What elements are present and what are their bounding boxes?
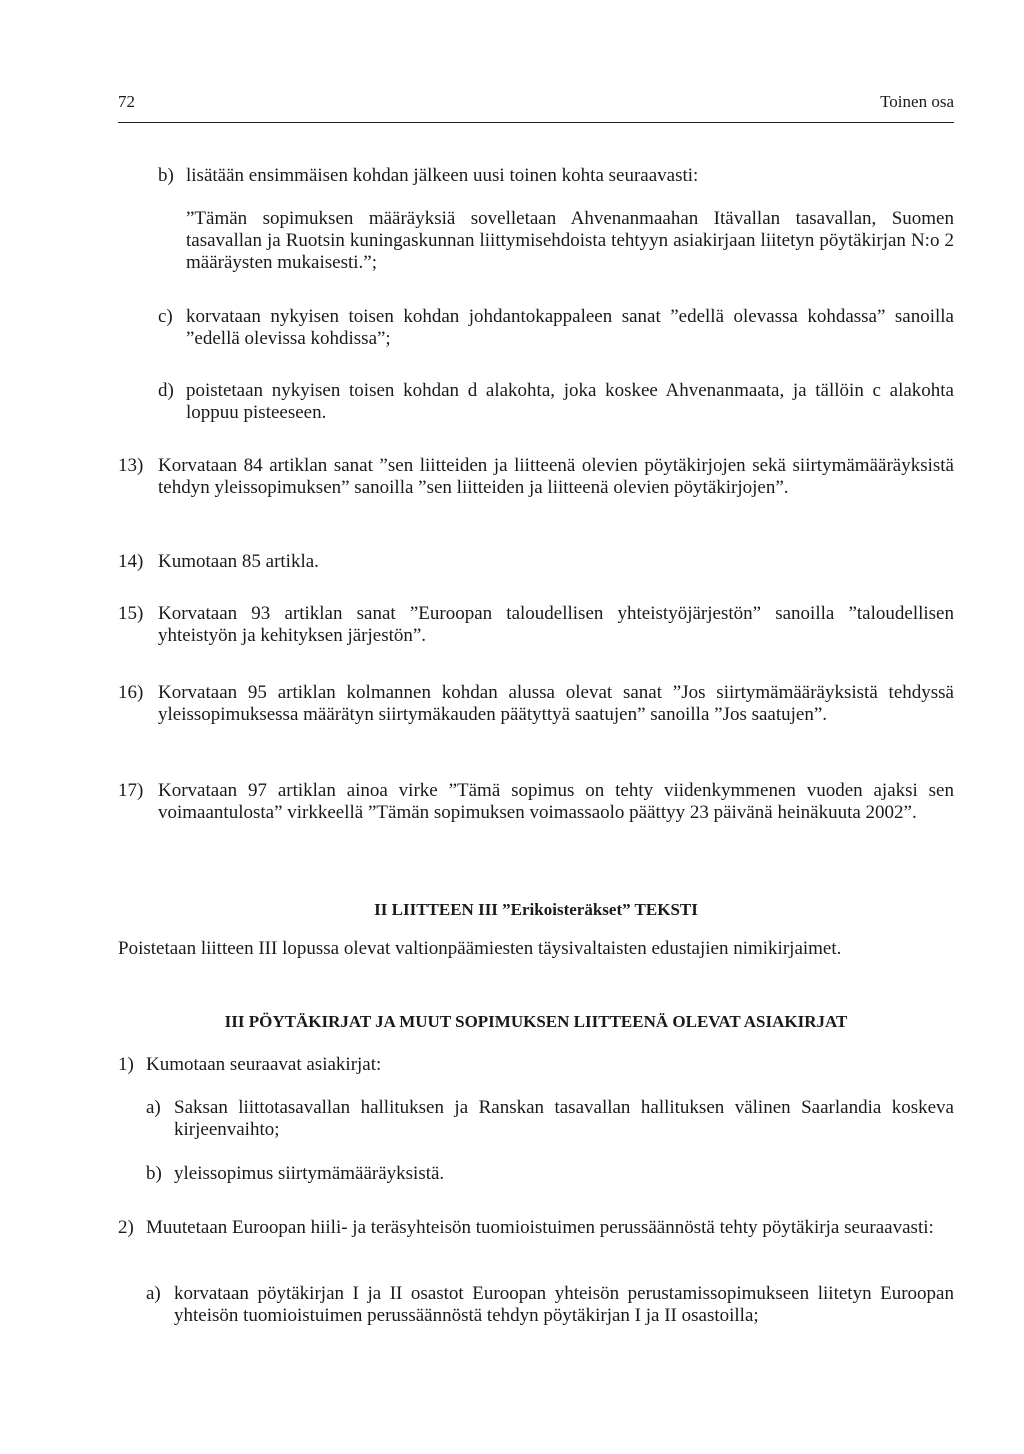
- item-text: Kumotaan 85 artikla.: [158, 551, 319, 572]
- page-header: [118, 92, 954, 123]
- item-text: ”Tämän sopimuksen määräyksiä sovelletaan Ahvenanmaahan Itävallan tasavallan, Suomen tasavallan ja Ruotsin kuningaskunnan liittymisehdoista tehtyyn asiakirjaan liitetyn pöytäkirjan N:o 2 määräysten mukaisesti.”;: [186, 208, 954, 273]
- item-label: 13): [118, 455, 144, 476]
- item-text: korvataan pöytäkirjan I ja II osastot Euroopan yhteisön perustamissopimukseen liitetyn Euroopan yhteisön tuomioistuimen perussäännöstä tehdyn pöytäkirjan I ja II osastoilla;: [174, 1283, 954, 1326]
- item-text: Kumotaan seuraavat asiakirjat:: [146, 1054, 382, 1075]
- list-item: [118, 682, 954, 726]
- list-item: [158, 380, 954, 424]
- item-label: b): [146, 1163, 162, 1184]
- list-item: [118, 780, 954, 824]
- item-label: a): [146, 1283, 161, 1304]
- section-heading: III PÖYTÄKIRJAT JA MUUT SOPIMUKSEN LIITTEENÄ OLEVAT ASIAKIRJAT: [224, 1012, 848, 1031]
- paragraph: [118, 938, 954, 960]
- list-item: [118, 455, 954, 499]
- item-text: Korvataan 95 artiklan kolmannen kohdan alussa olevat sanat ”Jos siirtymämääräyksistä tehdyssä yleissopimuksessa määrätyn siirtymäkauden päätyttyä saatujen” sanoilla ”Jos saatujen”.: [158, 682, 954, 725]
- quoted-paragraph: [186, 208, 954, 274]
- item-label: b): [158, 165, 174, 186]
- item-text: Korvataan 93 artiklan sanat ”Euroopan taloudellisen yhteistyöjärjestön” sanoilla ”taloudellisen yhteistyön ja kehityksen järjestön”.: [158, 603, 954, 646]
- item-text: yleissopimus siirtymämääräyksistä.: [174, 1163, 445, 1184]
- item-label: 16): [118, 682, 144, 703]
- item-text: korvataan nykyisen toisen kohdan johdantokappaleen sanat ”edellä olevassa kohdassa” sanoilla ”edellä olevissa kohdissa”;: [186, 306, 954, 349]
- item-text: lisätään ensimmäisen kohdan jälkeen uusi toinen kohta seuraavasti:: [186, 165, 699, 186]
- list-item: [146, 1283, 954, 1327]
- section-title: Toinen osa: [880, 92, 954, 111]
- list-item: [158, 306, 954, 350]
- item-text: Korvataan 84 artiklan sanat ”sen liitteiden ja liitteenä olevien pöytäkirjojen sekä siirtymämääräyksistä tehdyn yleissopimuksen” sanoilla ”sen liitteiden ja liitteenä olevien pöytäkirjojen”.: [158, 455, 954, 498]
- item-text: Muutetaan Euroopan hiili- ja teräsyhteisön tuomioistuimen perussäännöstä tehty pöytäkirja seuraavasti:: [146, 1217, 934, 1238]
- page-number: 72: [118, 92, 135, 111]
- item-label: 17): [118, 780, 144, 801]
- item-label: a): [146, 1097, 161, 1118]
- item-text: Poistetaan liitteen III lopussa olevat valtionpäämiesten täysivaltaisten edustajien nimikirjaimet.: [118, 938, 842, 959]
- item-label: 2): [118, 1217, 134, 1238]
- list-item: [146, 1163, 954, 1185]
- item-text: poistetaan nykyisen toisen kohdan d alakohta, joka koskee Ahvenanmaata, ja tällöin c alakohta loppuu pisteeseen.: [186, 380, 954, 423]
- item-label: 1): [118, 1054, 134, 1075]
- list-item: [118, 603, 954, 647]
- list-item: [146, 1097, 954, 1141]
- item-label: 15): [118, 603, 144, 624]
- item-label: 14): [118, 551, 144, 572]
- list-item: [158, 165, 954, 187]
- item-label: d): [158, 380, 174, 401]
- list-item: [118, 1054, 954, 1076]
- item-text: Saksan liittotasavallan hallituksen ja Ranskan tasavallan hallituksen välinen Saarlandia koskeva kirjeenvaihto;: [174, 1097, 954, 1140]
- item-label: c): [158, 306, 173, 327]
- section-heading: II LIITTEEN III ”Erikoisteräkset” TEKSTI: [374, 900, 698, 919]
- item-text: Korvataan 97 artiklan ainoa virke ”Tämä sopimus on tehty viidenkymmenen vuoden ajaksi sen voimaantulosta” virkkeellä ”Tämän sopimuksen voimassaolo päättyy 23 päivänä heinäkuuta 2002”.: [158, 780, 954, 823]
- list-item: [118, 1217, 954, 1239]
- list-item: [118, 551, 954, 573]
